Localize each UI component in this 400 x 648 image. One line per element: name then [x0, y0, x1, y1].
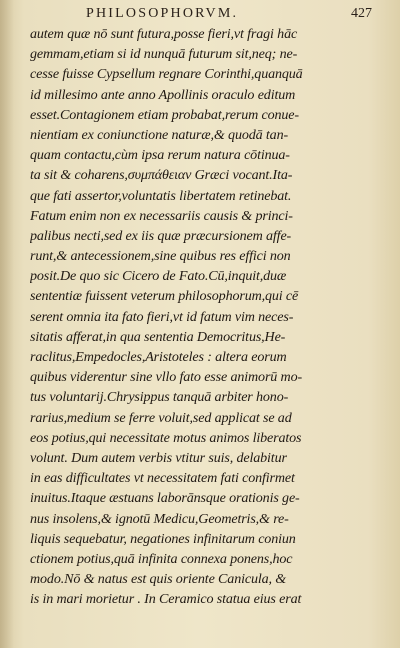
text-line: quibus viderentur sine vllo fato esse animorū mo-: [30, 369, 303, 386]
text-line: palibus necti,sed ex iis quæ præcursionem affe-: [30, 227, 292, 244]
text-line: id millesimo ante anno Apollinis oraculo editum: [30, 86, 296, 103]
text-line: gemmam,etiam si id nunquā futurum sit,neq; ne-: [30, 46, 298, 63]
text-line: tus voluntarij.Chrysippus tanquā arbiter hono-: [30, 389, 289, 406]
text-line: rarius,medium se ferre voluit,sed applicat se ad: [30, 409, 292, 426]
text-line: modo.Nō & natus est quis oriente Canicula, &: [30, 571, 287, 588]
page-header: [86, 6, 372, 24]
running-head: PHILOSOPHORVM.: [86, 6, 239, 21]
text-line: eos potius,qui necessitate motus animos liberatos: [30, 429, 302, 446]
text-line: liquis sequebatur, negationes infinitarum coniun: [30, 530, 296, 547]
text-line: quam contactu,cùm ipsa rerum natura cōtinua-: [30, 147, 290, 164]
binding-shadow: [0, 0, 14, 648]
text-line: autem quæ nō sunt futura,posse fieri,vt fragi hāc: [30, 26, 298, 42]
text-line: ctionem potius,quā infinita connexa ponens,hoc: [30, 550, 293, 567]
text-line: is in mari morietur . In Ceramico statua eius erat: [30, 591, 302, 608]
text-line: que fati assertor,voluntatis libertatem retinebat.: [30, 187, 292, 204]
text-line: posit.De quo sic Cicero de Fato.Cū,inquit,duæ: [30, 268, 287, 285]
text-line: nientiam ex coniunctione naturæ,& quodā tan-: [30, 126, 289, 143]
text-line: volunt. Dum autem verbis vtitur suis, delabitur: [30, 449, 287, 466]
text-line: Fatum enim non ex necessariis causis & princi-: [30, 207, 293, 224]
text-line: cesse fuisse Cypsellum regnare Corinthi,quanquā: [30, 66, 303, 83]
text-line: ta sit & coharens,συμπάθειαν Græci vocant.Ita-: [30, 167, 293, 184]
text-line: serent omnia ita fato fieri,vt id fatum vim neces-: [30, 308, 294, 325]
text-line: nus insolens,& ignotū Medicu,Geometris,& re-: [30, 510, 289, 527]
text-line: inuitus.Itaque æstuans laborānsque orationis ge-: [30, 490, 300, 507]
text-line: esset.Contagionem etiam probabat,rerum conue-: [30, 106, 299, 123]
text-line: raclitus,Empedocles,Aristoteles : altera eorum: [30, 349, 287, 365]
page-number: 427: [351, 6, 372, 21]
text-line: runt,& antecessionem,sine quibus res effici non: [30, 248, 291, 265]
text-line: in eas difficultates vt necessitatem fati confirmet: [30, 470, 295, 487]
text-line: sententiæ fuissent veterum philosophorum,qui cē: [30, 288, 299, 305]
text-line: sitatis afferat,in qua sententia Democritus,He-: [30, 328, 286, 345]
text-block: [30, 24, 374, 609]
